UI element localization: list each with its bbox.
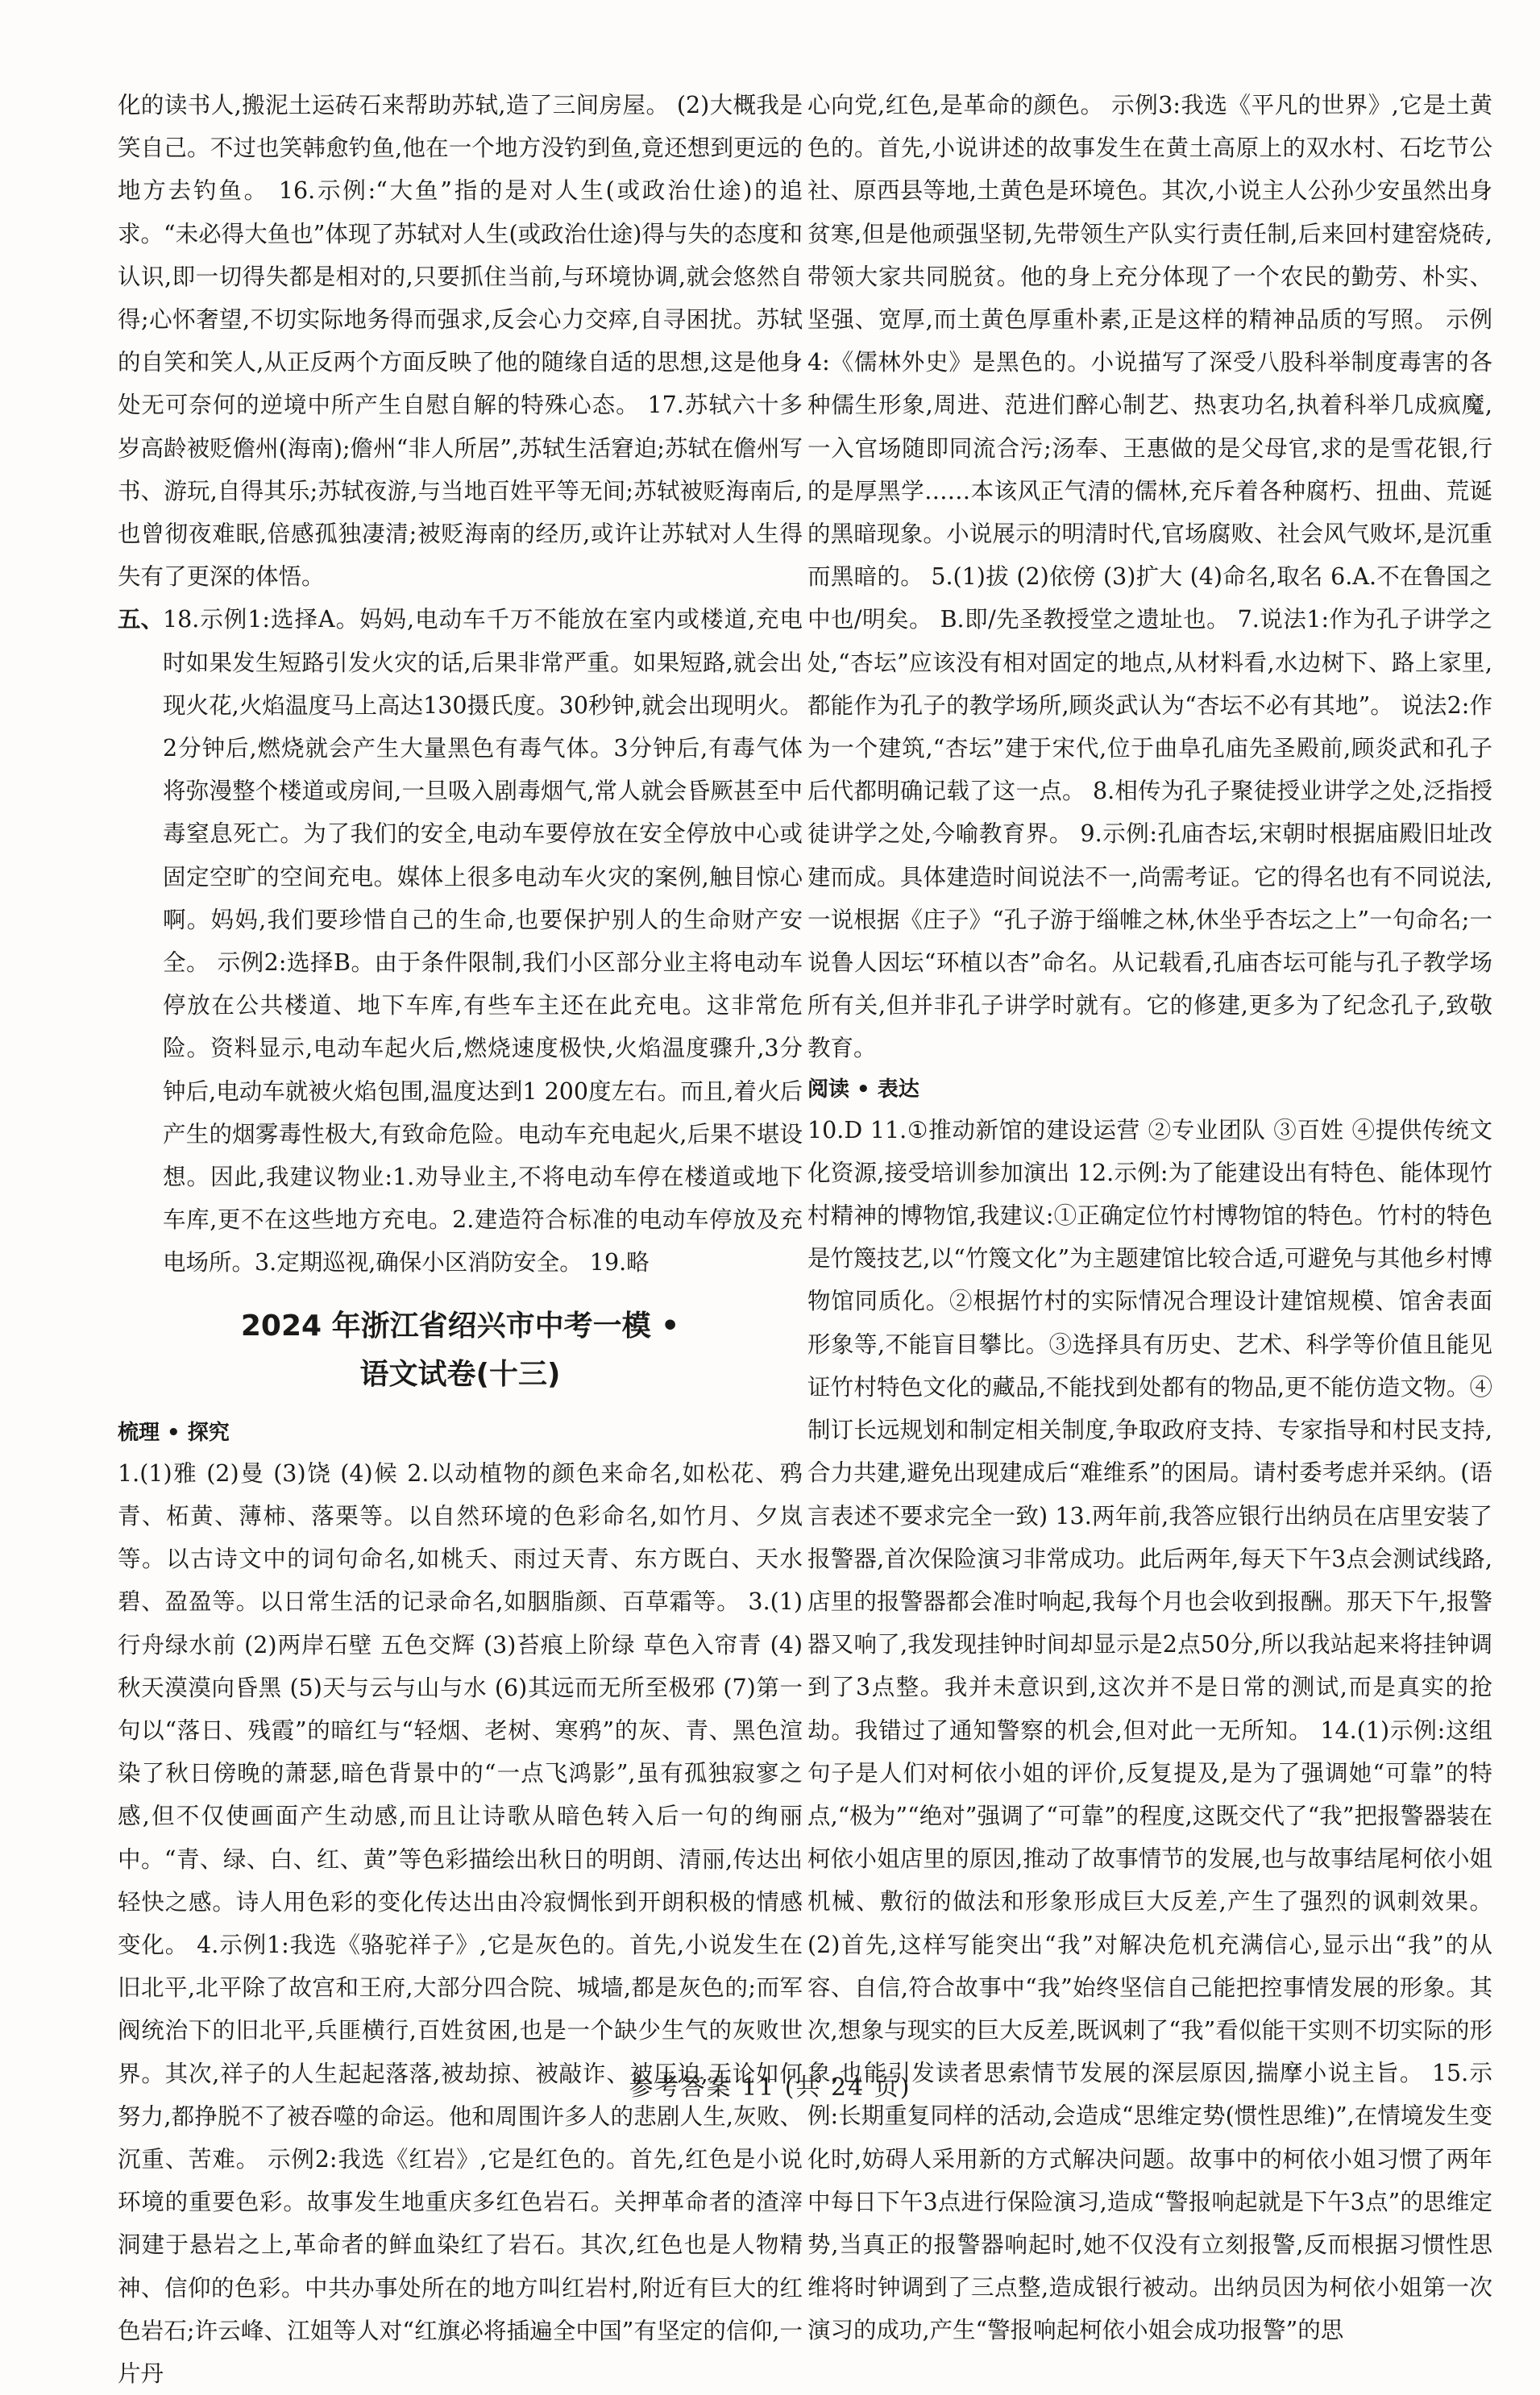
page-footer: 参考答案 11 (共 24 页): [629, 2073, 911, 2102]
exam-title-line1: 2024 年浙江省绍兴市中考一模 •: [240, 1309, 680, 1343]
answer-text-18-19: 18.示例1:选择A。妈妈,电动车千万不能放在室内或楼道,充电时如果发生短路引发火灾的话,后果非常严重。如果短路,就会出现火花,火焰温度马上高达130摄氏度。30秒钟,就会出现明火。2分钟后,燃烧就会产生大量黑色有毒气体。3分钟后,有毒气体将弥漫整个楼道或房间,一旦吸入剧毒烟气,常人就会昏厥甚至中毒窒息死亡。为了我们的安全,电动车要停放在安全停放中心或固定空旷的空间充电。媒体上很多电动车火灾的案例,触目惊心啊。妈妈,我们要珍惜自己的生命,也要保护别人的生命财产安全。 示例2:选择B。由于条件限制,我们小区部分业主将电动车停放在公共楼道、地下车库,有些车主还在此充电。这非常危险。资料显示,电动车起火后,燃烧速度极快,火焰温度骤升,3分钟后,电动车就被火焰包围,温度达到1 200度左右。而且,着火后产生的烟雾毒性极大,有致命危险。电动车充电起火,后果不堪设想。因此,我建议物业:1.劝导业主,不将电动车停在楼道或地下车库,更不在这些地方充电。2.建造符合标准的电动车停放及充电场所。3.定期巡视,确保小区消防安全。 19.略: [163, 606, 803, 1276]
section-heading-read-express: 阅读 • 表达: [807, 1077, 919, 1102]
answer-paragraph-1-4: 1.(1)雅 (2)曼 (3)饶 (4)候 2.以动植物的颜色来命名,如松花、鸦青、柘黄、薄柿、落栗等。以自然环境的色彩命名,如竹月、夕岚等。以古诗文中的词句命名,如桃夭、雨过天青、东方既白、天水碧、盈盈等。以日常生活的记录命名,如胭脂颜、百草霜等。 3.(1)行舟绿水前 (2)两岸石壁 五色交辉 (3)苔痕上阶绿 草色入帘青 (4)秋天漠漠向昏黑 (5)天与云与山与水 (6)其远而无所至极邪 (7)第一句以“落日、残霞”的暗红与“轻烟、老树、寒鸦”的灰、青、黑色渲染了秋日傍晚的萧瑟,暗色背景中的“一点飞鸿影”,虽有孤独寂寥之感,但不仅使画面产生动感,而且让诗歌从暗色转入后一句的绚丽中。“青、绿、白、红、黄”等色彩描绘出秋日的明朗、清丽,传达出轻快之感。诗人用色彩的变化传达出由冷寂惆怅到开朗积极的情感变化。 4.示例1:我选《骆驼祥子》,它是灰色的。首先,小说发生在旧北平,北平除了故宫和王府,大部分四合院、城墙,都是灰色的;而军阀统治下的旧北平,兵匪横行,百姓贫困,也是一个缺少生气的灰败世界。其次,祥子的人生起起落落,被劫掠、被敲诈、被压迫,无论如何努力,都挣脱不了被吞噬的命运。他和周围许多人的悲剧人生,灰败、沉重、苦难。 示例2:我选《红岩》,它是红色的。首先,红色是小说环境的重要色彩。故事发生地重庆多红色岩石。关押革命者的渣滓洞建于悬岩之上,革命者的鲜血染红了岩石。其次,红色也是人物精神、信仰的色彩。中共办事处所在的地方叫红岩村,附近有巨大的红色岩石;许云峰、江姐等人对“红旗必将插遍全中国”有坚定的信仰,一片丹: [118, 1459, 803, 2387]
answer-paragraph-15-17: 化的读书人,搬泥土运砖石来帮助苏轼,造了三间房屋。 (2)大概我是笑自己。不过也笑韩愈钓鱼,他在一个地方没钓到鱼,竟还想到更远的地方去钓鱼。 16.示例:“大鱼”指的是对人生(或政治仕途)的追求。“未必得大鱼也”体现了苏轼对人生(或政治仕途)得与失的态度和认识,即一切得失都是相对的,只要抓住当前,与环境协调,就会悠然自得;心怀奢望,不切实际地务得而强求,反会心力交瘁,自寻困扰。苏轼的自笑和笑人,从正反两个方面反映了他的随缘自适的思想,这是他身处无可奈何的逆境中所产生自慰自解的特殊心态。 17.苏轼六十多岁高龄被贬儋州(海南);儋州“非人所居”,苏轼生活窘迫;苏轼在儋州写书、游玩,自得其乐;苏轼夜游,与当地百姓平等无间;苏轼被贬海南后,也曾彻夜难眠,倍感孤独凄清;被贬海南的经历,或许让苏轼对人生得失有了更深的体悟。: [118, 92, 803, 591]
left-column: [118, 84, 803, 2395]
exam-title: [118, 1302, 803, 1399]
right-column: [807, 84, 1492, 2352]
answer-paragraph-4-9: 心向党,红色,是革命的颜色。 示例3:我选《平凡的世界》,它是土黄色的。首先,小说讲述的故事发生在黄土高原上的双水村、石圪节公社、原西县等地,土黄色是环境色。其次,小说主人公孙少安虽然出身贫寒,但是他顽强坚韧,先带领生产队实行责任制,后来回村建窑烧砖,带领大家共同脱贫。他的身上充分体现了一个农民的勤劳、朴实、坚强、宽厚,而土黄色厚重朴素,正是这样的精神品质的写照。 示例4:《儒林外史》是黑色的。小说描写了深受八股科举制度毒害的各种儒生形象,周进、范进们醉心制艺、热衷功名,执着科举几成疯魔,一入官场随即同流合污;汤奉、王惠做的是父母官,求的是雪花银,行的是厚黑学……本该风正气清的儒林,充斥着各种腐朽、扭曲、荒诞的黑暗现象。小说展示的明清时代,官场腐败、社会风气败坏,是沉重而黑暗的。 5.(1)拔 (2)依傍 (3)扩大 (4)命名,取名 6.A.不在鲁国之中也/明矣。 B.即/先圣教授堂之遗址也。 7.说法1:作为孔子讲学之处,“杏坛”应该没有相对固定的地点,从材料看,水边树下、路上家里,都能作为孔子的教学场所,顾炎武认为“杏坛不必有其地”。 说法2:作为一个建筑,“杏坛”建于宋代,位于曲阜孔庙先圣殿前,顾炎武和孔子后代都明确记载了这一点。 8.相传为孔子聚徒授业讲学之处,泛指授徒讲学之处,今喻教育界。 9.示例:孔庙杏坛,宋朝时根据庙殿旧址改建而成。具体建造时间说法不一,尚需考证。它的得名也有不同说法,一说根据《庄子》“孔子游于缁帷之林,休坐乎杏坛之上”一句命名;一说鲁人因坛“环植以杏”命名。从记载看,孔庙杏坛可能与孔子教学场所有关,但并非孔子讲学时就有。它的修建,更多为了纪念孔子,致敬教育。: [807, 92, 1492, 1062]
answer-paragraph-10-15: 10.D 11.①推动新馆的建设运营 ②专业团队 ③百姓 ④提供传统文化资源,接受培训参加演出 12.示例:为了能建设出有特色、能体现竹村精神的博物馆,我建议:①正确定位竹村博物馆的特色。竹村的特色是竹篾技艺,以“竹篾文化”为主题建馆比较合适,可避免与其他乡村博物馆同质化。②根据竹村的实际情况合理设计建馆规模、馆舍表面形象等,不能盲目攀比。③选择具有历史、艺术、科学等价值且能见证竹村特色文化的藏品,不能找到处都有的物品,更不能仿造文物。④制订长远规划和制定相关制度,争取政府支持、专家指导和村民支持,合力共建,避免出现建成后“难维系”的困局。请村委考虑并采纳。(语言表述不要求完全一致) 13.两年前,我答应银行出纳员在店里安装了报警器,首次保险演习非常成功。此后两年,每天下午3点会测试线路,店里的报警器都会准时响起,我每个月也会收到报酬。那天下午,报警器又响了,我发现挂钟时间却显示是2点50分,所以我站起来将挂钟调到了3点整。我并未意识到,这次并不是日常的测试,而是真实的抢劫。我错过了通知警察的机会,但对此一无所知。 14.(1)示例:这组句子是人们对柯依小姐的评价,反复提及,是为了强调她“可靠”的特点,“极为”“绝对”强调了“可靠”的程度,这既交代了“我”把报警器装在柯依小姐店里的原因,推动了故事情节的发展,也与故事结尾柯依小姐机械、敷衍的做法和形象形成巨大反差,产生了强烈的讽刺效果。 (2)首先,这样写能突出“我”对解决危机充满信心,显示出“我”的从容、自信,符合故事中“我”始终坚信自己能把控事情发展的形象。其次,想象与现实的巨大反差,既讽刺了“我”看似能干实则不切实际的形象,也能引发读者思索情节发展的深层原因,揣摩小说主旨。 15.示例:长期重复同样的活动,会造成“思维定势(惯性思维)”,在情境发生变化时,妨碍人采用新的方式解决问题。故事中的柯依小姐习惯了两年中每日下午3点进行保险演习,造成“警报响起就是下午3点”的思维定势,当真正的报警器响起时,她不仅没有立刻报警,反而根据习惯性思维将时钟调到了三点整,造成银行被动。出纳员因为柯依小姐第一次演习的成功,产生“警报响起柯依小姐会成功报警”的思: [807, 1116, 1492, 2344]
answer-paragraph-18-19: [118, 598, 803, 1284]
section-heading-sort-explore: 梳理 • 探究: [118, 1420, 230, 1445]
exam-title-line2: 语文试卷(十三): [359, 1357, 561, 1391]
section-number-five: 五、: [118, 606, 164, 633]
column-divider: [801, 84, 802, 2034]
